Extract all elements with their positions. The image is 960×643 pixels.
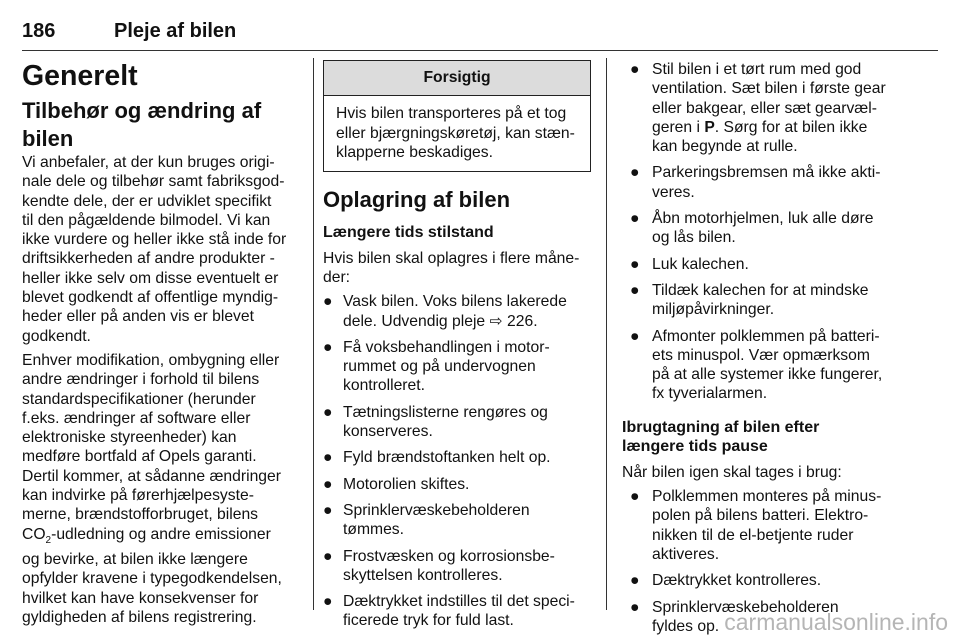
subheading-tilbehoer: Tilbehør og ændring af bilen xyxy=(22,98,262,151)
subheading-ibrugtagning xyxy=(622,418,890,457)
text-line: ficerede tryk for fuld last. xyxy=(343,612,514,630)
text-line: og bevirke, at bilen ikke længere xyxy=(22,551,248,569)
warning-title: Forsigtig xyxy=(324,61,590,96)
gear-p-label: P xyxy=(704,118,715,136)
text-line: Sprinklervæskebeholderen xyxy=(652,598,839,616)
text-line: nale dele og tilbehør samt fabriksgod- xyxy=(22,173,285,191)
bullet-icon: ● xyxy=(630,598,640,616)
text-line: Åbn motorhjelmen, luk alle døre xyxy=(652,210,874,228)
text-line: Få voksbehandlingen i motor- xyxy=(343,338,550,356)
bullet-icon: ● xyxy=(323,501,333,519)
co2-line xyxy=(22,525,304,550)
header-rule xyxy=(22,50,938,51)
text-line: konserveres. xyxy=(343,423,433,441)
text-line: miljøpåvirkninger. xyxy=(652,301,775,319)
text-line: Dæktrykket indstilles til det speci- xyxy=(343,593,575,611)
text-line: der: xyxy=(323,268,351,286)
text-line: Afmonter polklemmen på batteri- xyxy=(652,327,880,345)
text-line: klapperne beskadiges. xyxy=(336,143,493,161)
list-item xyxy=(323,475,591,494)
bullet-icon: ● xyxy=(323,593,333,611)
text-line: elektroniske styreenheder) kan xyxy=(22,429,237,447)
text-line: heder eller på anden vis er blevet xyxy=(22,308,254,326)
text-line: heller ikke selv om disse eventuelt er xyxy=(22,269,279,287)
text-line: f.eks. ændringer af software eller xyxy=(22,409,251,427)
paragraph-2 xyxy=(22,351,304,627)
warning-box xyxy=(323,60,591,172)
text-line: Dertil kommer, at sådanne ændringer xyxy=(22,467,281,485)
bullet-icon: ● xyxy=(630,210,640,228)
text-line: ets minuspol. Vær opmærksom xyxy=(652,346,870,364)
text-line xyxy=(652,118,890,137)
text-line: på at alle systemer ikke fungerer, xyxy=(652,366,883,384)
text-line: opfylder kravene i typegodkendelsen, xyxy=(22,570,282,588)
list-item xyxy=(622,281,890,320)
watermark: carmanualsonline.info xyxy=(724,609,948,635)
list-item xyxy=(622,209,890,248)
text-line: Fyld brændstoftanken helt op. xyxy=(343,449,551,467)
section-heading-oplagring: Oplagring af bilen xyxy=(323,187,511,213)
column-divider-1 xyxy=(313,58,314,610)
text-line: medføre bortfald af Opels garanti. xyxy=(22,448,257,466)
column-divider-2 xyxy=(606,58,607,610)
list-item xyxy=(323,403,591,442)
list-item xyxy=(323,501,591,540)
intro-paragraph xyxy=(323,249,591,288)
list-item xyxy=(323,448,591,467)
text-line: kendte dele, der er udviklet specifikt xyxy=(22,192,272,210)
storage-bullet-list xyxy=(323,292,591,630)
co-rest-text: -udledning og andre emissioner xyxy=(51,525,271,543)
text-line: ventilation. Sæt bilen i første gear xyxy=(652,80,886,98)
text-line: tømmes. xyxy=(343,521,405,539)
list-item xyxy=(622,60,890,156)
text-line: kontrolleret. xyxy=(343,377,425,395)
paragraph-1 xyxy=(22,153,304,346)
text-line: Vi anbefaler, at der kun bruges origi- xyxy=(22,154,275,171)
bullet-icon: ● xyxy=(630,327,640,345)
text-line: og lås bilen. xyxy=(652,229,736,247)
text-run: geren i xyxy=(652,118,705,136)
list-item xyxy=(622,571,890,590)
text-line: Tildæk kalechen for at mindske xyxy=(652,281,869,299)
text-line: Ibrugtagning af bilen efter xyxy=(622,418,820,436)
text-line: eller bjærgningskøretøj, kan stæn- xyxy=(336,124,575,142)
bullet-icon: ● xyxy=(630,488,640,506)
preparation-bullet-list xyxy=(622,163,890,403)
intro-paragraph xyxy=(622,463,890,482)
column-3 xyxy=(622,60,890,643)
co-subscript: 2 xyxy=(45,534,52,546)
list-item xyxy=(323,592,591,631)
text-line: Når bilen igen skal tages i brug: xyxy=(622,463,842,481)
list-item xyxy=(622,255,890,274)
bullet-icon: ● xyxy=(323,449,333,467)
text-line: rummet og på undervognen xyxy=(343,358,536,376)
text-run: . Sørg for at bilen ikke xyxy=(714,118,868,136)
text-line: Sprinklervæskebeholderen xyxy=(343,501,530,519)
text-line: kan indvirke på førerhjælpesyste- xyxy=(22,487,254,505)
section-heading-generelt: Generelt xyxy=(22,60,138,92)
bullet-icon: ● xyxy=(323,547,333,565)
list-item xyxy=(323,292,591,331)
bullet-icon: ● xyxy=(323,338,333,356)
bullet-icon: ● xyxy=(323,293,333,311)
text-line: driftsikkerheden af andre produkter - xyxy=(22,250,275,268)
text-line: dele. Udvendig pleje ⇨ 226. xyxy=(343,312,538,330)
text-line: Polklemmen monteres på minus- xyxy=(652,488,882,506)
bullet-icon: ● xyxy=(630,61,640,78)
text-line: merne, brændstofforbruget, bilens xyxy=(22,506,259,524)
text-line: Vask bilen. Voks bilens lakerede xyxy=(343,293,567,311)
list-item xyxy=(323,338,591,396)
warning-body xyxy=(324,96,590,171)
text-line: ikke vurdere og heller ikke stå inde for xyxy=(22,231,287,249)
bullet-icon: ● xyxy=(630,255,640,273)
text-line: Dæktrykket kontrolleres. xyxy=(652,572,822,590)
subheading-stilstand: Længere tids stilstand xyxy=(323,224,494,242)
text-line: Luk kalechen. xyxy=(652,255,749,273)
text-line: godkendt. xyxy=(22,327,91,345)
text-line: Enhver modifikation, ombygning eller xyxy=(22,351,280,369)
text-line: Hvis bilen transporteres på et tog xyxy=(336,105,567,123)
text-line: andre ændringer i forhold til bilens xyxy=(22,371,260,389)
text-line: aktiveres. xyxy=(652,545,720,563)
bullet-icon: ● xyxy=(630,572,640,590)
text-line: skyttelsen kontrolleres. xyxy=(343,566,503,584)
text-line: veres. xyxy=(652,183,695,201)
list-item xyxy=(622,327,890,404)
bullet-icon: ● xyxy=(323,403,333,421)
column-1 xyxy=(22,60,304,632)
text-line: Motorolien skiftes. xyxy=(343,475,470,493)
text-line: standardspecifikationer (herunder xyxy=(22,390,256,408)
bullet-icon: ● xyxy=(630,164,640,182)
text-line: nikken til de el-betjente ruder xyxy=(652,526,854,544)
list-item xyxy=(622,163,890,202)
page-number: 186 xyxy=(22,20,56,42)
text-line: Stil bilen i et tørt rum med god xyxy=(652,61,862,78)
bullet-icon: ● xyxy=(630,281,640,299)
text-line: blevet godkendt af offentlige myndig- xyxy=(22,289,279,307)
text-line: Tætningslisterne rengøres og xyxy=(343,403,548,421)
list-item xyxy=(622,487,890,564)
bullet-icon: ● xyxy=(323,475,333,493)
text-line: fx tyverialarmen. xyxy=(652,385,768,403)
text-line: hvilket kan have konsekvenser for xyxy=(22,589,259,607)
text-line: Parkeringsbremsen må ikke akti- xyxy=(652,164,881,182)
page-title: Pleje af bilen xyxy=(114,20,237,42)
text-line: Frostvæsken og korrosionsbe- xyxy=(343,547,555,565)
text-line: fyldes op. xyxy=(652,617,720,635)
text-line: polen på bilens batteri. Elektro- xyxy=(652,507,869,525)
co-text: CO xyxy=(22,525,46,543)
text-line: Hvis bilen skal oplagres i flere måne- xyxy=(323,249,580,267)
text-line: eller bakgear, eller sæt gearvæl- xyxy=(652,99,877,117)
text-line: gyldigheden af bilens registrering. xyxy=(22,608,257,626)
text-line: længere tids pause xyxy=(622,438,768,456)
text-line: til den pågældende bilmodel. Vi kan xyxy=(22,211,271,229)
text-line: kan begynde at rulle. xyxy=(652,138,798,156)
column-2 xyxy=(323,60,591,638)
list-item xyxy=(323,547,591,586)
